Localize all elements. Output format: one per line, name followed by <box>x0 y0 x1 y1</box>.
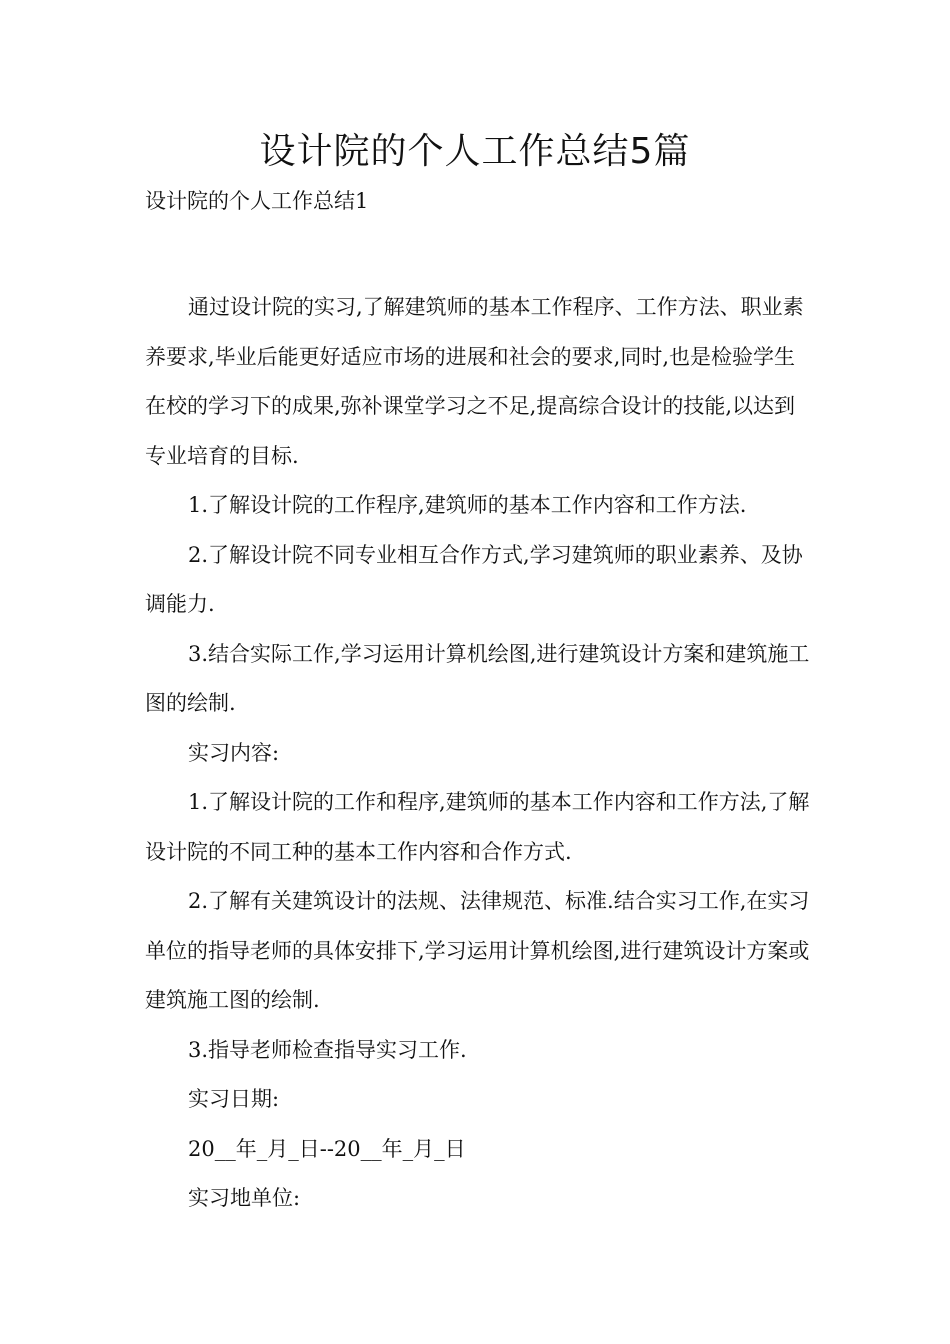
paragraph-date-value: 20__年_月_日--20__年_月_日 <box>188 1136 466 1161</box>
paragraph-content-heading: 实习内容: <box>188 740 280 765</box>
document-title: 设计院的个人工作总结5篇 <box>259 131 691 172</box>
paragraph-content-1: 1.了解设计院的工作和程序,建筑师的基本工作内容和工作方法,了解设计院的不同工种的基本工作内容和合作方式. <box>145 790 810 864</box>
paragraph-intro: 通过设计院的实习,了解建筑师的基本工作程序、工作方法、职业素养要求,毕业后能更好适应市场的进展和社会的要求,同时,也是检验学生在校的学习下的成果,弥补课堂学习之不足,提高综合设计的技能,以达到专业培育的目标. <box>145 295 804 468</box>
paragraph-unit-heading: 实习地单位: <box>188 1186 301 1210</box>
paragraph-content-2: 2.了解有关建筑设计的法规、法律规范、标准.结合实习工作,在实习单位的指导老师的具体安排下,学习运用计算机绘图,进行建筑设计方案或建筑施工图的绘制. <box>145 889 810 1012</box>
paragraph-date-heading: 实习日期: <box>188 1087 280 1111</box>
document-body <box>145 283 813 1224</box>
paragraph-content-3: 3.指导老师检查指导实习工作. <box>188 1037 467 1062</box>
paragraph-item-2: 2.了解设计院不同专业相互合作方式,学习建筑师的职业素养、及协调能力. <box>145 542 803 616</box>
paragraph-item-1: 1.了解设计院的工作程序,建筑师的基本工作内容和工作方法. <box>188 493 747 517</box>
section-subtitle: 设计院的个人工作总结1 <box>145 189 369 213</box>
paragraph-item-3: 3.结合实际工作,学习运用计算机绘图,进行建筑设计方案和建筑施工图的绘制. <box>145 641 810 715</box>
